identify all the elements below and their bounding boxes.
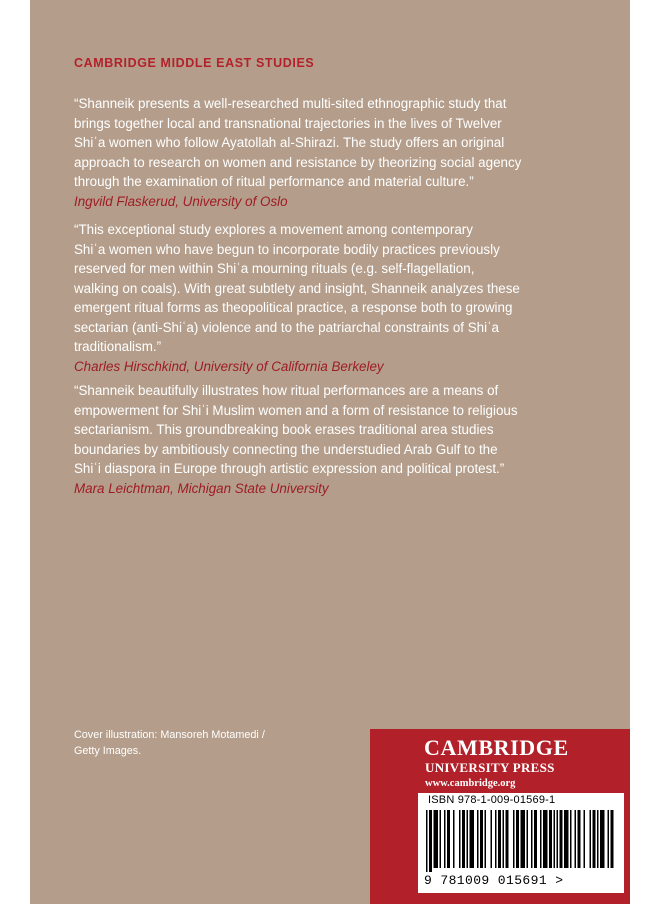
barcode-bar — [477, 810, 479, 868]
barcode-bar — [506, 810, 509, 868]
quote-line: reserved for men within Shiʿa mourning rituals (e.g. self-flagellation, — [74, 261, 475, 276]
barcode-bar — [554, 810, 556, 868]
quote-line: approach to research on women and resistance by theorizing social agency — [74, 154, 522, 170]
quote-line: emergent ritual forms as theopolitical practice, a response both to growing — [74, 300, 513, 315]
barcode-number: 9 781009 015691 > — [424, 873, 564, 888]
quote-text — [74, 220, 604, 357]
endorsement-quote-1 — [74, 94, 604, 211]
barcode-bar — [608, 810, 610, 868]
barcode-bar — [513, 810, 515, 868]
quote-line: Shiʿa women who follow Ayatollah al-Shirazi. The study offers an original — [74, 135, 505, 150]
barcode-bar — [560, 810, 563, 868]
barcode-bar — [444, 810, 446, 868]
quote-line: “This exceptional study explores a movement among contemporary — [74, 222, 473, 237]
quote-line: Shiʿi diaspora in Europe through artistic expression and political protest.” — [74, 461, 505, 476]
barcode-bar — [485, 810, 487, 868]
quote-attribution: Mara Leichtman, Michigan State University — [74, 480, 329, 496]
publisher-subtitle: UNIVERSITY PRESS — [425, 760, 555, 775]
barcode-bar — [516, 810, 519, 868]
barcode-bar — [543, 810, 548, 868]
barcode-bar — [480, 810, 483, 868]
quote-line: sectarian (anti-Shiʿa) violence and to the patriarchal constraints of Shiʿa — [74, 319, 499, 335]
barcode-bar — [426, 810, 428, 872]
barcode-bar — [534, 810, 537, 868]
quote-line: Shiʿa women who have begun to incorporate bodily practices previously — [74, 241, 500, 257]
cover-illustration-credit — [74, 727, 334, 759]
quote-line: traditionalism.” — [74, 339, 162, 354]
quote-attribution: Charles Hirschkind, University of California Berkeley — [74, 358, 384, 374]
barcode-bar — [597, 810, 599, 868]
endorsement-quote-3 — [74, 381, 604, 498]
isbn-label: ISBN 978-1-009-01569-1 — [428, 794, 556, 806]
barcode-bar — [447, 810, 450, 868]
barcode — [426, 810, 616, 872]
quote-text — [74, 94, 604, 192]
quote-line: walking on coals). With great subtlety and insight, Shanneik analyzes these — [74, 280, 520, 296]
barcode-bar — [540, 810, 542, 868]
barcode-bar — [498, 810, 501, 868]
barcode-bar — [584, 810, 586, 868]
barcode-bar — [564, 810, 569, 868]
barcode-bar — [440, 810, 442, 868]
barcode-bar — [434, 810, 439, 868]
barcode-bar — [495, 810, 497, 868]
barcode-bar — [549, 810, 552, 868]
quote-line: brings together local and transnational trajectories in the lives of Twelver — [74, 115, 502, 131]
quote-line: “Shanneik beautifully illustrates how ritual performances are a means of — [74, 383, 499, 398]
barcode-bar — [521, 810, 526, 868]
credit-line: Getty Images. — [74, 745, 142, 757]
quote-attribution: Ingvild Flaskerud, University of Oslo — [74, 193, 288, 209]
quote-line: boundaries by ambitiously connecting the understudied Arab Gulf to the — [74, 441, 498, 457]
barcode-bar — [459, 810, 461, 868]
barcode-bar — [557, 810, 559, 868]
barcode-bar — [491, 810, 493, 868]
barcode-bar — [467, 810, 469, 868]
quote-line: sectarianism. This groundbreaking book erases traditional area studies — [74, 422, 494, 437]
barcode-bar — [570, 810, 572, 868]
credit-line: Cover illustration: Mansoreh Motamedi / — [74, 729, 265, 741]
barcode-bar — [600, 810, 605, 868]
barcode-bar — [578, 810, 581, 868]
barcode-bar — [503, 810, 505, 868]
quote-line: through the examination of ritual performance and material culture.” — [74, 174, 474, 189]
barcode-bar — [575, 810, 577, 868]
barcode-bar — [429, 810, 432, 872]
publisher-name: CAMBRIDGE — [424, 735, 569, 760]
quote-line: empowerment for Shiʿi Muslim women and a form of resistance to religious — [74, 402, 518, 418]
barcode-bar — [590, 810, 592, 868]
barcode-bar — [531, 810, 533, 868]
publisher-url: www.cambridge.org — [425, 778, 516, 789]
publisher-block — [370, 729, 630, 904]
barcode-bar — [470, 810, 475, 868]
series-title: CAMBRIDGE MIDDLE EAST STUDIES — [74, 56, 315, 70]
barcode-bar — [527, 810, 529, 868]
endorsement-quote-2 — [74, 220, 604, 376]
barcode-bar — [453, 810, 455, 868]
quote-line: “Shanneik presents a well-researched multi-sited ethnographic study that — [74, 96, 507, 111]
barcode-panel — [418, 793, 624, 893]
barcode-bar — [462, 810, 465, 868]
quote-text — [74, 381, 604, 479]
barcode-bar — [593, 810, 596, 868]
barcode-bar — [611, 810, 614, 868]
